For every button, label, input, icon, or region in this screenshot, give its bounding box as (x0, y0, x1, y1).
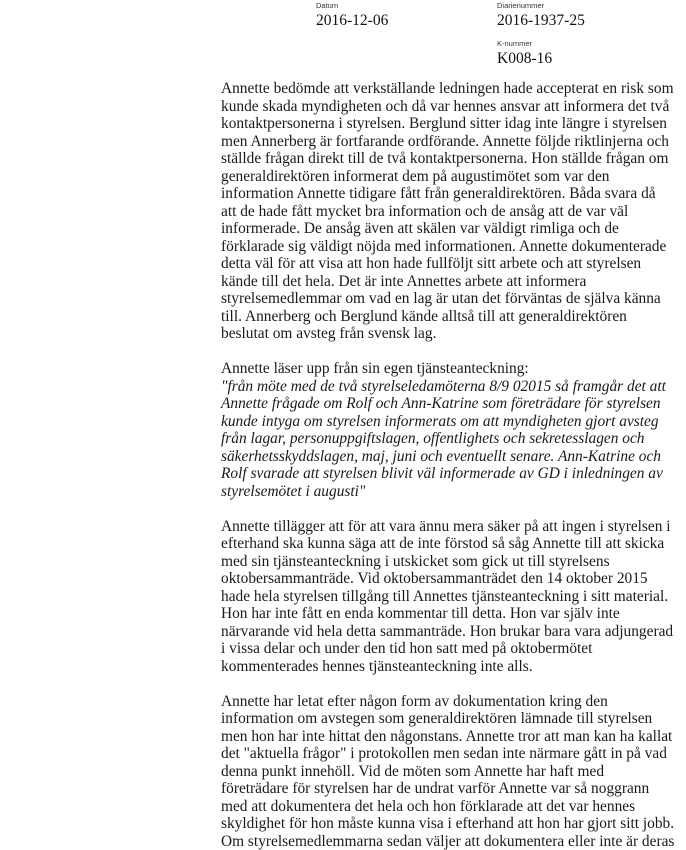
text-line: Om styrelsemedlemmarna sedan väljer att dokumentera eller inte är deras (221, 832, 675, 850)
quote-line: från lagar, personuppgiftslagen, offentlighets och sekretesslagen och (221, 430, 645, 448)
text-line: skyldighet för hon måste kunna visa i efterhand att hon har gjort sitt jobb. (221, 815, 675, 833)
text-line: information Annette tidigare fått från generaldirektören. Båda svara då (221, 185, 656, 202)
text-line: med sin tjänsteanteckning i utskicket som gick ut till styrelsens (221, 552, 610, 570)
text-line: ställde frågan direkt till de två kontaktpersonerna. Hon ställde frågan om (221, 150, 669, 167)
datum-value: 2016-12-06 (316, 12, 389, 29)
knummer-value: K008-16 (497, 50, 553, 67)
text-line: kontaktpersonerna i styrelsen. Berglund sitter idag inte längre i styrelsen (221, 115, 667, 132)
text-line: Annette har letat efter någon form av dokumentation kring den (221, 692, 608, 710)
document-body (221, 80, 675, 850)
quote-line: säkerhetsskyddslagen, maj, juni och eventuellt senare. Ann-Katrine och (221, 447, 661, 465)
text-line: men hon har inte hittat den någonstans. Annette tror att man kan ha kallat (221, 727, 673, 745)
text-line: detta väl för att visa att hon hade fullföljt sitt arbete och att styrelsen (221, 255, 642, 272)
quote-line: Annette frågade om Rolf och Ann-Katrine som företrädare för styrelsen (221, 395, 661, 413)
diarienummer-label: Diarienummer (497, 1, 545, 10)
text-line: kunde skada myndigheten och då var hennes ansvar att informera det två (221, 97, 670, 115)
quote-intro: Annette läser upp från sin egen tjänsteanteckning: (221, 360, 529, 378)
paragraph-gap (221, 343, 637, 361)
text-line: generaldirektören informerat dem på augustimötet som var den (221, 167, 610, 185)
text-line: att de hade fått mycket bra information och de ansåg att de var väl (221, 202, 629, 220)
text-line: beslutat om avsteg från svensk lag. (221, 325, 437, 342)
text-line: information om avstegen som generaldirektören lämnade till styrelsen (221, 710, 653, 728)
text-line: förklarade sig väldigt nöjda med informationen. Annette dokumenterade (221, 237, 667, 255)
diarienummer-value: 2016-1937-25 (497, 12, 585, 29)
datum-label: Datum (316, 1, 339, 10)
paragraph-gap (221, 675, 637, 693)
quote-line: Rolf svarade att styrelsen blivit väl informerade av GD i inledningen av (221, 465, 663, 483)
text-line: men Annerberg är fortfarande ordförande. Annette följde riktlinjerna och (221, 132, 670, 150)
text-line: oktobersammanträde. Vid oktobersammanträdet den 14 oktober 2015 (221, 570, 648, 588)
quote-line: styrelsemötet i augusti" (221, 482, 366, 500)
paragraph-1 (221, 80, 674, 343)
text-line: kommenterades hennes tjänsteanteckning inte alls. (221, 657, 533, 675)
text-line: denna punkt innehöll. Vid de möten som Annette har haft med (221, 762, 605, 780)
text-line: Annette bedömde att verkställande ledningen hade accepterat en risk som (221, 80, 674, 97)
text-line: till. Annerberg och Berglund kände alltså till att generaldirektören (221, 307, 627, 325)
text-line: hade hela styrelsen tillgång till Annettes tjänsteanteckning i sitt material. (221, 587, 669, 605)
paragraph-4 (221, 692, 675, 850)
text-line: med att dokumentera det hela och hon förklarade att det var hennes (221, 797, 636, 815)
text-line: Hon har inte fått en enda kommentar till detta. Hon var själv inte (221, 605, 620, 623)
text-line: efterhand ska kunna säga att de inte förstod så såg Annette till att skicka (221, 535, 665, 553)
text-line: närvarande vid hela detta sammanträde. Hon brukar bara vara adjungerad (221, 622, 674, 640)
paragraph-2 (221, 360, 666, 500)
paragraph-gap (221, 500, 637, 518)
text-line: företrädare för styrelsen har de undrat varför Annette var så noggrann (221, 780, 650, 798)
quote-line: kunde intyga om styrelsen informerats om att myndigheten gjort avsteg (221, 412, 659, 430)
text-line: informerade. De ansåg även att skälen var väldigt rimliga och de (221, 220, 619, 237)
text-line: det "aktuella frågor" i protokollen men sedan inte närmare gått in på vad (221, 745, 667, 763)
quote-line: "från möte med de två styrelseledamöterna 8/9 02015 så framgår det att (221, 377, 666, 395)
text-line: Annette tillägger att för att vara ännu mera säker på att ingen i styrelsen i (221, 517, 671, 535)
knummer-label: K-nummer (497, 39, 533, 48)
paragraph-3 (221, 517, 674, 676)
text-line: styrelsemedlemmar om vad en lag är utan det förväntas de själva känna (221, 290, 661, 307)
text-line: i vissa delar och under den tid hon satt med på oktobermötet (221, 640, 593, 658)
text-line: kände till det hela. Det är inte Annettes arbete att informera (221, 272, 587, 290)
